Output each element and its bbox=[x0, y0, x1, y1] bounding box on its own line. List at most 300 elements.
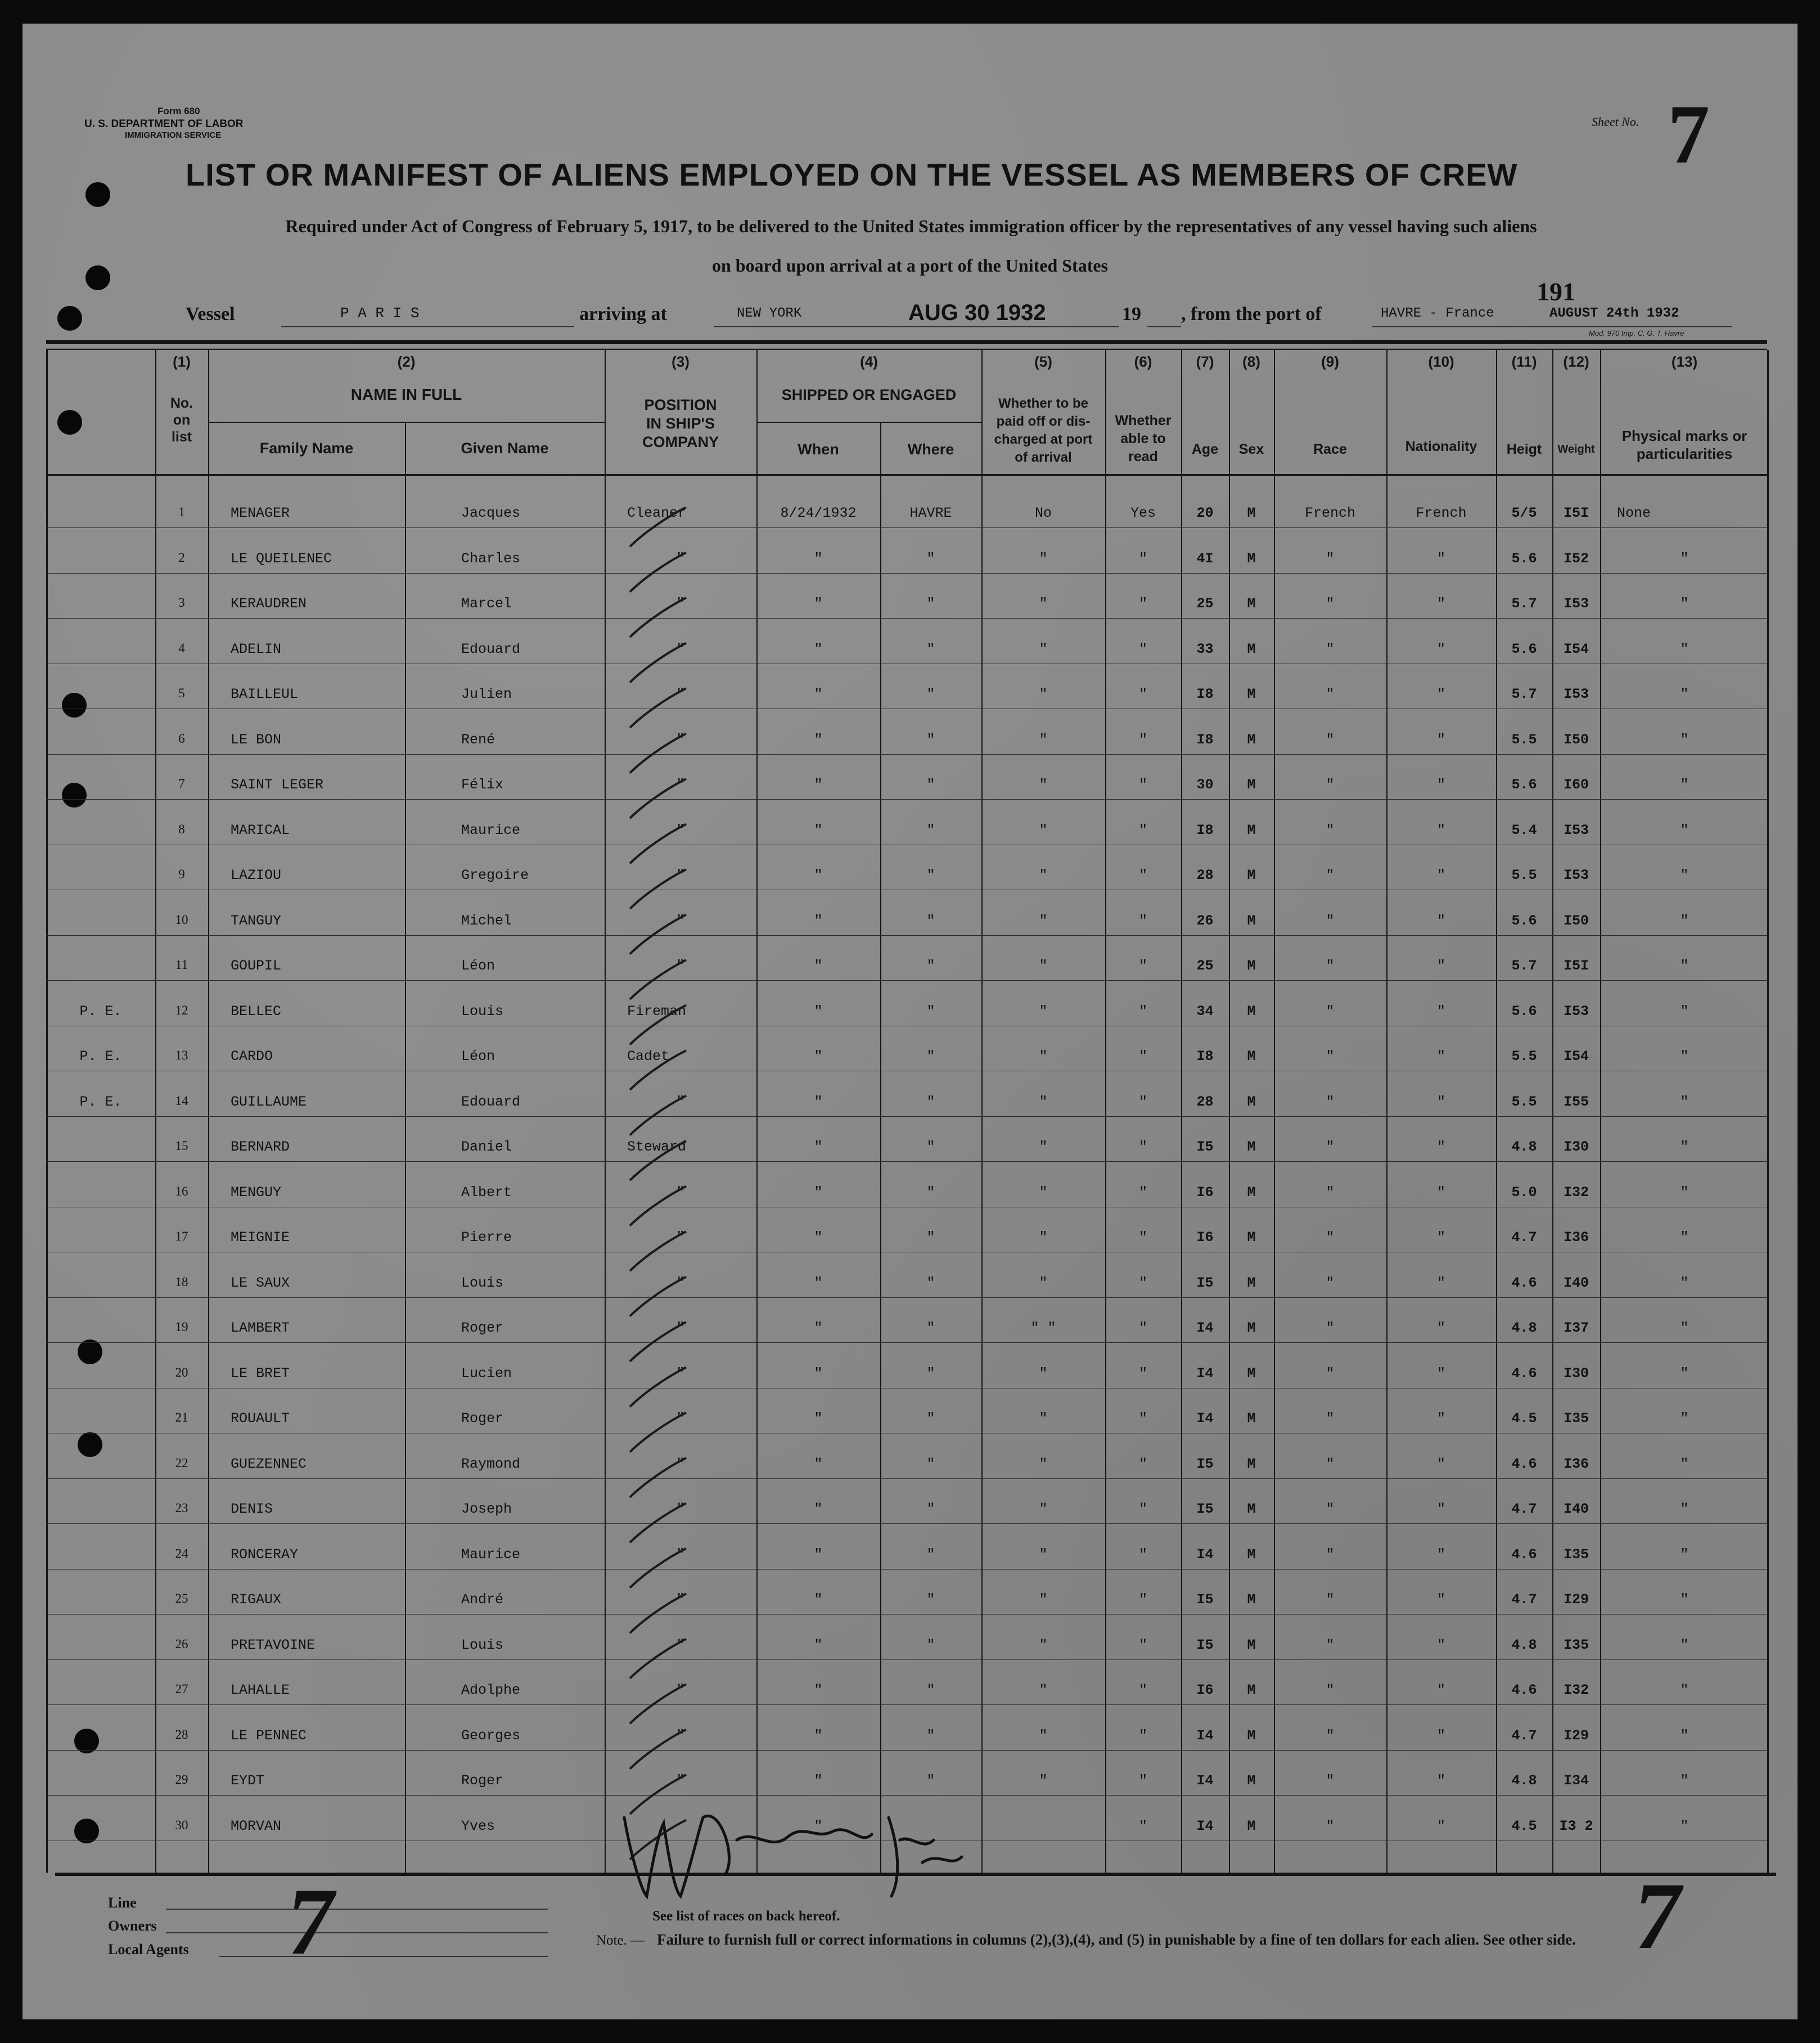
departure-date: AUGUST 24th 1932 bbox=[1549, 306, 1679, 321]
cell-age: I6 bbox=[1196, 1184, 1214, 1201]
cell-no: 11 bbox=[175, 958, 188, 972]
row-rule bbox=[46, 935, 1767, 936]
cell-where: " bbox=[926, 1410, 935, 1427]
cell-where: " bbox=[926, 641, 935, 657]
cell-weight: I55 bbox=[1563, 1093, 1589, 1110]
cell-race: " bbox=[1326, 867, 1335, 883]
col-num-7: (7) bbox=[1196, 353, 1214, 370]
cell-family: LE BRET bbox=[231, 1365, 290, 1382]
row-rule bbox=[46, 799, 1767, 800]
cell-paid: " bbox=[1039, 1591, 1048, 1608]
cell-nat: " bbox=[1436, 1501, 1445, 1517]
cell-age: I4 bbox=[1196, 1817, 1214, 1834]
cell-height: 4.7 bbox=[1511, 1501, 1537, 1517]
cell-race: " bbox=[1326, 1773, 1335, 1789]
cell-weight: I29 bbox=[1563, 1591, 1589, 1608]
check-tick bbox=[630, 1549, 686, 1588]
cell-family: KERAUDREN bbox=[231, 596, 307, 612]
cell-weight: I30 bbox=[1563, 1365, 1589, 1382]
cell-weight: I50 bbox=[1563, 912, 1589, 929]
cell-no: 6 bbox=[178, 731, 185, 746]
cell-read: " bbox=[1138, 641, 1147, 657]
cell-marks: " bbox=[1680, 686, 1689, 702]
cell-age: I5 bbox=[1196, 1455, 1214, 1472]
punch-hole bbox=[78, 1340, 102, 1364]
cell-position: " bbox=[676, 550, 685, 567]
cell-height: 4.8 bbox=[1511, 1320, 1537, 1336]
row-rule bbox=[46, 1116, 1767, 1117]
handwritten-sheet-no-right: 7 bbox=[1626, 1863, 1690, 1969]
form-number: Form 680 bbox=[157, 106, 200, 116]
cell-race: " bbox=[1326, 1636, 1335, 1653]
cell-nat: " bbox=[1436, 1274, 1445, 1291]
shipped-subheader-rule bbox=[756, 422, 981, 423]
cell-given: Roger bbox=[461, 1773, 504, 1789]
cell-sex: M bbox=[1247, 1546, 1256, 1563]
cell-weight: I34 bbox=[1563, 1773, 1589, 1789]
cell-paid: " " bbox=[1030, 1320, 1056, 1336]
check-tick bbox=[630, 1368, 686, 1407]
cell-sex: M bbox=[1247, 1591, 1256, 1608]
cell-marks: " bbox=[1680, 1139, 1689, 1155]
cell-family: ROUAULT bbox=[231, 1410, 290, 1427]
row-rule bbox=[46, 1704, 1767, 1705]
cell-sex: M bbox=[1247, 912, 1256, 929]
cell-age: I6 bbox=[1196, 1682, 1214, 1698]
cell-age: 4I bbox=[1196, 550, 1214, 567]
cell-age: 34 bbox=[1196, 1003, 1214, 1020]
cell-read: " bbox=[1138, 1546, 1147, 1563]
cell-race: " bbox=[1326, 1229, 1335, 1246]
cell-position: " bbox=[676, 1682, 685, 1698]
cell-sex: M bbox=[1247, 867, 1256, 883]
year-underline bbox=[1147, 326, 1181, 327]
footer-local-agents-label: Local Agents bbox=[108, 1941, 189, 1958]
cell-height: 5/5 bbox=[1511, 505, 1537, 521]
footer-line-label: Line bbox=[108, 1895, 137, 1911]
cell-given: Maurice bbox=[461, 822, 521, 838]
cell-position: " bbox=[676, 641, 685, 657]
departure-port: HAVRE - France bbox=[1381, 306, 1494, 321]
cell-nat: " bbox=[1436, 550, 1445, 567]
cell-weight: I54 bbox=[1563, 641, 1589, 657]
cell-nat: " bbox=[1436, 1546, 1445, 1563]
cell-race: " bbox=[1326, 1682, 1335, 1698]
check-tick bbox=[630, 869, 686, 909]
cell-paid: " bbox=[1039, 731, 1048, 748]
check-tick bbox=[630, 1594, 686, 1633]
cell-read: " bbox=[1138, 1727, 1147, 1744]
cell-age: 25 bbox=[1196, 958, 1214, 974]
cell-when: " bbox=[814, 912, 823, 929]
cell-family: DENIS bbox=[231, 1501, 273, 1517]
col-num-2: (2) bbox=[397, 353, 416, 370]
cell-weight: I32 bbox=[1563, 1682, 1589, 1698]
header-text: Whether to be bbox=[998, 396, 1088, 411]
cell-height: 5.7 bbox=[1511, 958, 1537, 974]
check-tick bbox=[630, 643, 686, 683]
cell-marks: " bbox=[1680, 550, 1689, 567]
cell-read: " bbox=[1138, 1455, 1147, 1472]
col-num-6: (6) bbox=[1134, 353, 1152, 370]
header-text: on bbox=[173, 412, 191, 428]
cell-when: " bbox=[814, 1817, 823, 1834]
note-text: Failure to furnish full or correct informations in columns (2),(3),(4), and (5) in punishable by a fine of ten dollars for each alien. See other side. bbox=[657, 1931, 1576, 1948]
cell-family: LAZIOU bbox=[231, 867, 282, 883]
cell-family: LE QUEILENEC bbox=[231, 550, 332, 567]
header-text: Physical marks or bbox=[1621, 427, 1747, 444]
cell-marks: " bbox=[1680, 1727, 1689, 1744]
cell-marks: " bbox=[1680, 1003, 1689, 1020]
cell-given: Gregoire bbox=[461, 867, 529, 883]
cell-family: MEIGNIE bbox=[231, 1229, 290, 1246]
column-rule bbox=[405, 422, 406, 1873]
cell-given: Julien bbox=[461, 686, 512, 702]
cell-age: 26 bbox=[1196, 912, 1214, 929]
cell-no: 7 bbox=[178, 777, 185, 791]
cell-weight: I53 bbox=[1563, 822, 1589, 838]
cell-no: 5 bbox=[178, 686, 185, 700]
header-nationality: Nationality bbox=[1405, 439, 1477, 454]
cell-given: Georges bbox=[461, 1727, 521, 1744]
check-tick bbox=[630, 598, 686, 637]
cell-age: I4 bbox=[1196, 1546, 1214, 1563]
check-tick bbox=[630, 1503, 686, 1543]
cell-sex: M bbox=[1247, 1410, 1256, 1427]
check-tick bbox=[630, 734, 686, 773]
races-note: See list of races on back hereof. bbox=[652, 1909, 840, 1924]
col-num-4: (4) bbox=[860, 353, 878, 370]
column-rule bbox=[46, 350, 48, 1873]
header-race: Race bbox=[1313, 441, 1347, 457]
cell-height: 4.6 bbox=[1511, 1274, 1537, 1291]
cell-weight: I53 bbox=[1563, 686, 1589, 702]
vessel-label: Vessel bbox=[186, 304, 235, 324]
manifest-sheet bbox=[22, 24, 1798, 2019]
cell-nat: " bbox=[1436, 641, 1445, 657]
cell-when: " bbox=[814, 1773, 823, 1789]
cell-where: " bbox=[926, 596, 935, 612]
row-rule bbox=[46, 573, 1767, 574]
cell-height: 5.5 bbox=[1511, 1048, 1537, 1065]
punch-hole bbox=[62, 693, 87, 718]
cell-height: 4.7 bbox=[1511, 1229, 1537, 1246]
cell-where: HAVRE bbox=[909, 505, 952, 521]
cell-family: BERNARD bbox=[231, 1139, 290, 1155]
cell-age: I4 bbox=[1196, 1320, 1214, 1336]
cell-given: Pierre bbox=[461, 1229, 512, 1246]
cell-nat: " bbox=[1436, 1003, 1445, 1020]
header-position bbox=[605, 396, 756, 452]
cell-position: " bbox=[676, 686, 685, 702]
punch-hole bbox=[57, 306, 82, 331]
cell-where: " bbox=[926, 731, 935, 748]
cell-nat: " bbox=[1436, 958, 1445, 974]
cell-read: " bbox=[1138, 1093, 1147, 1110]
cell-age: I8 bbox=[1196, 686, 1214, 702]
cell-read: " bbox=[1138, 1682, 1147, 1698]
cell-height: 4.5 bbox=[1511, 1410, 1537, 1427]
cell-when: " bbox=[814, 1591, 823, 1608]
vessel-underline bbox=[281, 326, 574, 327]
cell-race: " bbox=[1326, 822, 1335, 838]
check-tick bbox=[630, 1413, 686, 1452]
cell-given: Roger bbox=[461, 1410, 504, 1427]
cell-nat: " bbox=[1436, 777, 1445, 793]
cell-age: I4 bbox=[1196, 1727, 1214, 1744]
col-num-9: (9) bbox=[1321, 353, 1339, 370]
punch-hole bbox=[62, 783, 87, 808]
cell-where: " bbox=[926, 822, 935, 838]
cell-weight: I35 bbox=[1563, 1546, 1589, 1563]
column-rule bbox=[208, 350, 209, 1873]
row-rule bbox=[46, 1523, 1767, 1524]
cell-marks: " bbox=[1680, 1455, 1689, 1472]
cell-family: PRETAVOINE bbox=[231, 1636, 316, 1653]
header-text: of arrival bbox=[1015, 450, 1072, 465]
cell-race: " bbox=[1326, 1410, 1335, 1427]
cell-family: EYDT bbox=[231, 1773, 265, 1789]
cell-weight: I53 bbox=[1563, 1003, 1589, 1020]
cell-position: Steward bbox=[627, 1139, 687, 1155]
cell-paid: No bbox=[1034, 505, 1052, 521]
cell-no: 19 bbox=[175, 1320, 188, 1334]
handwritten-sheet-no-left: 7 bbox=[279, 1869, 343, 1974]
cell-no: 10 bbox=[175, 912, 188, 927]
cell-age: 33 bbox=[1196, 641, 1214, 657]
cell-nat: " bbox=[1436, 1093, 1445, 1110]
cell-position: " bbox=[676, 1636, 685, 1653]
cell-given: Léon bbox=[461, 958, 495, 974]
cell-no: 26 bbox=[175, 1636, 188, 1651]
cell-when: " bbox=[814, 1455, 823, 1472]
cell-paid: " bbox=[1039, 641, 1048, 657]
cell-nat: " bbox=[1436, 1455, 1445, 1472]
cell-race: French bbox=[1304, 505, 1355, 521]
cell-given: Louis bbox=[461, 1274, 504, 1291]
cell-race: " bbox=[1326, 1546, 1335, 1563]
cell-nat: " bbox=[1436, 1773, 1445, 1789]
cell-when: " bbox=[814, 1320, 823, 1336]
cell-position: " bbox=[676, 1546, 685, 1563]
header-given-name: Given Name bbox=[461, 440, 549, 457]
cell-where: " bbox=[926, 777, 935, 793]
signature bbox=[607, 1784, 967, 1913]
cell-no: 30 bbox=[175, 1817, 188, 1832]
cell-paid: " bbox=[1039, 1365, 1048, 1382]
cell-height: 4.8 bbox=[1511, 1773, 1537, 1789]
owners-underline bbox=[166, 1932, 548, 1933]
header-sex: Sex bbox=[1238, 441, 1264, 457]
cell-family: GUILLAUME bbox=[231, 1093, 307, 1110]
check-tick bbox=[630, 1730, 686, 1769]
cell-marks: " bbox=[1680, 596, 1689, 612]
cell-nat: " bbox=[1436, 686, 1445, 702]
cell-position: " bbox=[676, 958, 685, 974]
cell-height: 5.6 bbox=[1511, 777, 1537, 793]
cell-height: 5.0 bbox=[1511, 1184, 1537, 1201]
line-underline bbox=[166, 1909, 548, 1910]
cell-position: " bbox=[676, 912, 685, 929]
cell-given: Albert bbox=[461, 1184, 512, 1201]
cell-given: Edouard bbox=[461, 1093, 521, 1110]
cell-race: " bbox=[1326, 912, 1335, 929]
cell-given: Marcel bbox=[461, 596, 512, 612]
cell-where: " bbox=[926, 1727, 935, 1744]
cell-weight: I29 bbox=[1563, 1727, 1589, 1744]
cell-read: " bbox=[1138, 1591, 1147, 1608]
cell-no: 18 bbox=[175, 1274, 188, 1289]
cell-where: " bbox=[926, 1636, 935, 1653]
cell-mark: P. E. bbox=[79, 1003, 122, 1020]
cell-given: Joseph bbox=[461, 1501, 512, 1517]
subtitle-line-2: on board upon arrival at a port of the United States bbox=[711, 255, 1108, 276]
cell-sex: M bbox=[1247, 1093, 1256, 1110]
cell-nat: " bbox=[1436, 1727, 1445, 1744]
cell-race: " bbox=[1326, 1048, 1335, 1065]
punch-hole bbox=[57, 410, 82, 435]
cell-no: 13 bbox=[175, 1048, 188, 1062]
cell-read: " bbox=[1138, 1003, 1147, 1020]
cell-paid: " bbox=[1039, 1636, 1048, 1653]
punch-hole bbox=[85, 265, 110, 290]
cell-marks: " bbox=[1680, 1546, 1689, 1563]
cell-position: " bbox=[676, 1274, 685, 1291]
check-tick bbox=[630, 1277, 686, 1316]
cell-race: " bbox=[1326, 1093, 1335, 1110]
col-num-8: (8) bbox=[1242, 353, 1260, 370]
cell-sex: M bbox=[1247, 1274, 1256, 1291]
cell-height: 5.5 bbox=[1511, 867, 1537, 883]
year-prefix: 19 bbox=[1122, 304, 1141, 324]
cell-given: Michel bbox=[461, 912, 512, 929]
cell-sex: M bbox=[1247, 731, 1256, 748]
cell-age: I8 bbox=[1196, 822, 1214, 838]
cell-paid: " bbox=[1039, 1682, 1048, 1698]
cell-where: " bbox=[926, 1003, 935, 1020]
cell-family: MENAGER bbox=[231, 505, 290, 521]
cell-no: 8 bbox=[178, 822, 185, 836]
cell-marks: " bbox=[1680, 1229, 1689, 1246]
cell-family: RIGAUX bbox=[231, 1591, 282, 1608]
cell-given: Yves bbox=[461, 1817, 495, 1834]
cell-paid: " bbox=[1039, 1546, 1048, 1563]
cell-paid: " bbox=[1039, 822, 1048, 838]
cell-where: " bbox=[926, 1048, 935, 1065]
service-name: IMMIGRATION SERVICE bbox=[125, 130, 222, 140]
cell-paid: " bbox=[1039, 777, 1048, 793]
header-paid-off bbox=[981, 395, 1105, 467]
cell-when: " bbox=[814, 641, 823, 657]
cell-age: 25 bbox=[1196, 596, 1214, 612]
cell-sex: M bbox=[1247, 1048, 1256, 1065]
cell-where: " bbox=[926, 1501, 935, 1517]
cell-race: " bbox=[1326, 1274, 1335, 1291]
cell-age: I6 bbox=[1196, 1229, 1214, 1246]
cell-marks: " bbox=[1680, 1636, 1689, 1653]
cell-sex: M bbox=[1247, 1817, 1256, 1834]
cell-age: I8 bbox=[1196, 731, 1214, 748]
cell-sex: M bbox=[1247, 1773, 1256, 1789]
cell-where: " bbox=[926, 867, 935, 883]
cell-given: Edouard bbox=[461, 641, 521, 657]
agents-underline bbox=[219, 1956, 548, 1957]
cell-no: 9 bbox=[178, 867, 185, 881]
cell-when: " bbox=[814, 1184, 823, 1201]
cell-no: 20 bbox=[175, 1365, 188, 1379]
cell-no: 29 bbox=[175, 1773, 188, 1787]
cell-nat: " bbox=[1436, 912, 1445, 929]
cell-marks: " bbox=[1680, 731, 1689, 748]
department-name: U. S. DEPARTMENT OF LABOR bbox=[84, 118, 244, 130]
cell-nat: French bbox=[1416, 505, 1467, 521]
cell-position: " bbox=[676, 1320, 685, 1336]
check-tick bbox=[630, 960, 686, 999]
header-name-in-full: NAME IN FULL bbox=[350, 386, 462, 403]
cell-family: LE SAUX bbox=[231, 1274, 290, 1291]
cell-no: 15 bbox=[175, 1139, 188, 1153]
cell-paid: " bbox=[1039, 912, 1048, 929]
cell-given: Lucien bbox=[461, 1365, 512, 1382]
cell-read: " bbox=[1138, 596, 1147, 612]
cell-marks: " bbox=[1680, 1320, 1689, 1336]
cell-read: " bbox=[1138, 912, 1147, 929]
cell-nat: " bbox=[1436, 1365, 1445, 1382]
cell-read: " bbox=[1138, 1320, 1147, 1336]
cell-height: 4.5 bbox=[1511, 1817, 1537, 1834]
cell-position: " bbox=[676, 1727, 685, 1744]
cell-weight: I3 2 bbox=[1559, 1817, 1593, 1834]
cell-marks: " bbox=[1680, 1274, 1689, 1291]
header-text: POSITION bbox=[644, 396, 717, 413]
cell-read: " bbox=[1138, 1636, 1147, 1653]
cell-race: " bbox=[1326, 641, 1335, 657]
cell-race: " bbox=[1326, 1003, 1335, 1020]
arriving-underline bbox=[714, 326, 1119, 327]
check-tick bbox=[630, 1458, 686, 1498]
cell-marks: " bbox=[1680, 1817, 1689, 1834]
cell-nat: " bbox=[1436, 1229, 1445, 1246]
cell-no: 1 bbox=[178, 505, 185, 519]
cell-where: " bbox=[926, 1591, 935, 1608]
cell-no: 17 bbox=[175, 1229, 188, 1243]
cell-sex: M bbox=[1247, 1727, 1256, 1744]
cell-position: " bbox=[676, 596, 685, 612]
cell-when: " bbox=[814, 1229, 823, 1246]
cell-sex: M bbox=[1247, 1003, 1256, 1020]
cell-where: " bbox=[926, 1229, 935, 1246]
cell-nat: " bbox=[1436, 1184, 1445, 1201]
cell-marks: " bbox=[1680, 1682, 1689, 1698]
col-num-5: (5) bbox=[1034, 353, 1052, 370]
cell-height: 4.6 bbox=[1511, 1546, 1537, 1563]
cell-family: RONCERAY bbox=[231, 1546, 299, 1563]
from-port-label: , from the port of bbox=[1181, 304, 1322, 324]
cell-when: " bbox=[814, 1727, 823, 1744]
cell-weight: I60 bbox=[1563, 777, 1589, 793]
header-no-on-list bbox=[155, 395, 208, 445]
cell-no: 16 bbox=[175, 1184, 188, 1198]
header-text: No. bbox=[170, 395, 193, 411]
footer-owners-label: Owners bbox=[108, 1918, 157, 1934]
page-title: LIST OR MANIFEST OF ALIENS EMPLOYED ON THE VESSEL AS MEMBERS OF CREW bbox=[186, 157, 1518, 192]
cell-race: " bbox=[1326, 1817, 1335, 1834]
cell-no: 21 bbox=[175, 1410, 188, 1424]
arrival-date-stamp: AUG 30 1932 bbox=[908, 300, 1046, 325]
cell-given: Félix bbox=[461, 777, 504, 793]
cell-paid: " bbox=[1039, 1455, 1048, 1472]
header-when: When bbox=[798, 441, 839, 458]
